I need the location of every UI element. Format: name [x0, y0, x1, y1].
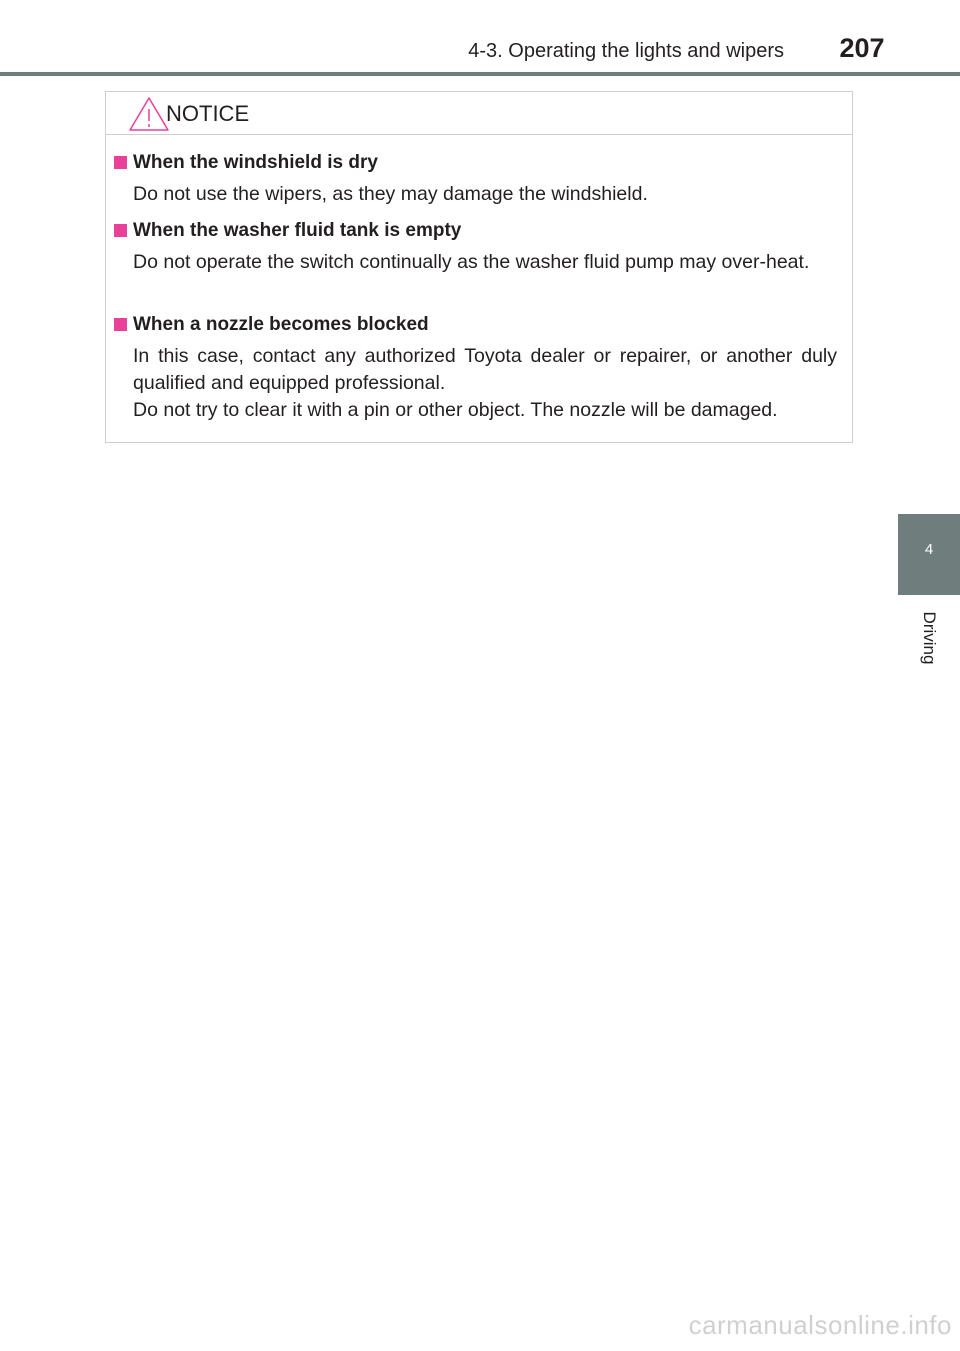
item-heading-text: When the windshield is dry	[133, 152, 378, 173]
item-body	[106, 249, 852, 276]
notice-header	[106, 92, 852, 135]
item-body	[106, 343, 852, 424]
notice-item-dry-windshield	[106, 151, 852, 208]
chapter-tab	[898, 514, 960, 595]
item-paragraph: Do not try to clear it with a pin or other object. The nozzle will be damaged.	[133, 399, 778, 421]
item-paragraph: Do not use the wipers, as they may damage the windshield.	[133, 183, 648, 205]
chapter-number: 4	[924, 541, 934, 558]
item-heading-text: When the washer fluid tank is empty	[133, 220, 462, 241]
item-heading	[106, 151, 852, 175]
watermark: carmanualsonline.info	[688, 1310, 952, 1340]
notice-box	[105, 91, 853, 443]
header-rule	[0, 72, 960, 76]
item-heading	[106, 219, 852, 243]
square-bullet-icon	[114, 224, 127, 237]
item-paragraph: In this case, contact any authorized Toyota dealer or repairer, or another duly qualified and equipped professional.	[133, 345, 837, 394]
notice-item-empty-washer-tank	[106, 219, 852, 276]
notice-item-blocked-nozzle	[106, 313, 852, 424]
item-heading-text: When a nozzle becomes blocked	[133, 314, 429, 335]
chapter-label: Driving	[920, 611, 939, 665]
notice-title: NOTICE	[166, 101, 250, 126]
item-paragraph: Do not operate the switch continually as the washer fluid pump may over-heat.	[133, 251, 810, 273]
item-body	[106, 181, 852, 208]
running-header-title: 4-3. Operating the lights and wipers	[468, 40, 784, 62]
square-bullet-icon	[114, 156, 127, 169]
warning-triangle-icon	[128, 96, 170, 132]
page-number: 207	[839, 33, 885, 63]
square-bullet-icon	[114, 318, 127, 331]
item-heading	[106, 313, 852, 337]
